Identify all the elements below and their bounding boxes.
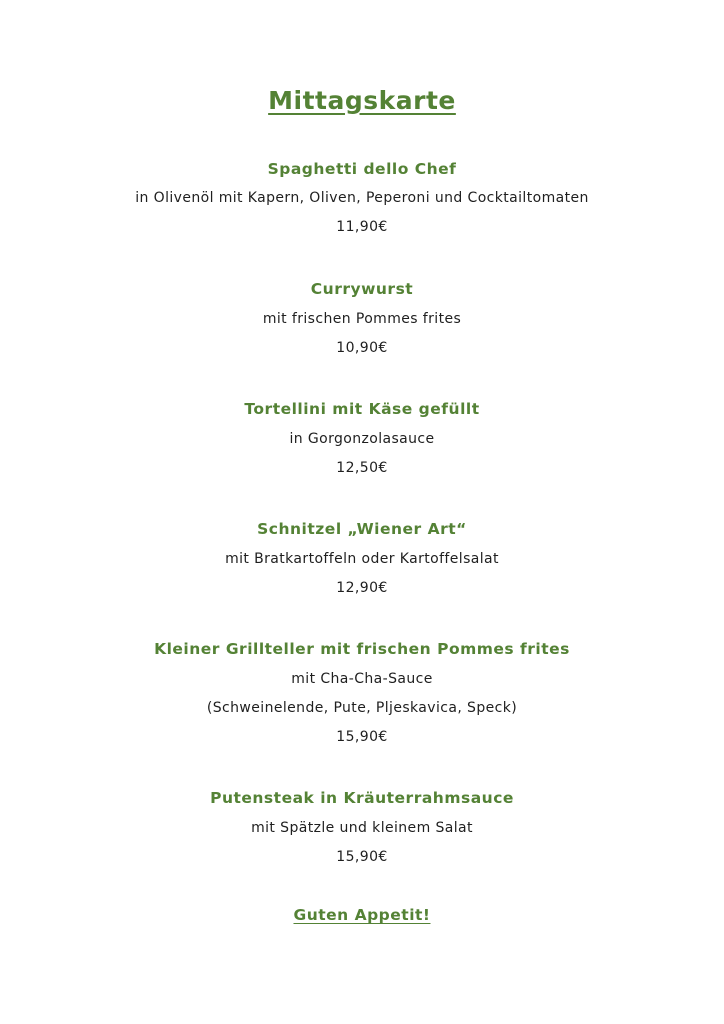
dish-price: 15,90€ <box>336 849 388 865</box>
dish-description: mit Cha-Cha-Sauce <box>291 671 433 687</box>
closing-text: Guten Appetit! <box>293 906 431 924</box>
dish-description: mit frischen Pommes frites <box>262 311 462 327</box>
dish-description: (Schweinelende, Pute, Pljeskavica, Speck) <box>206 700 518 716</box>
dish-price: 15,90€ <box>336 729 388 745</box>
dish-description: in Olivenöl mit Kapern, Oliven, Peperoni und Cocktailtomaten <box>135 190 589 206</box>
dish-price: 12,90€ <box>336 580 388 596</box>
dish-price: 11,90€ <box>336 219 388 235</box>
dish-name: Currywurst <box>310 280 414 298</box>
dish-price: 12,50€ <box>336 460 388 476</box>
menu-title: Mittagskarte <box>268 86 456 115</box>
dish-name: Spaghetti dello Chef <box>267 160 457 178</box>
dish-description: in Gorgonzolasauce <box>289 431 435 447</box>
dish-name: Schnitzel „Wiener Art“ <box>257 520 467 538</box>
dish-description: mit Spätzle und kleinem Salat <box>251 820 473 836</box>
dish-name: Tortellini mit Käse gefüllt <box>244 400 480 418</box>
dish-name: Kleiner Grillteller mit frischen Pommes frites <box>154 640 570 658</box>
dish-description: mit Bratkartoffeln oder Kartoffelsalat <box>225 551 499 567</box>
dish-name: Putensteak in Kräuterrahmsauce <box>210 789 514 807</box>
dish-price: 10,90€ <box>336 340 388 356</box>
